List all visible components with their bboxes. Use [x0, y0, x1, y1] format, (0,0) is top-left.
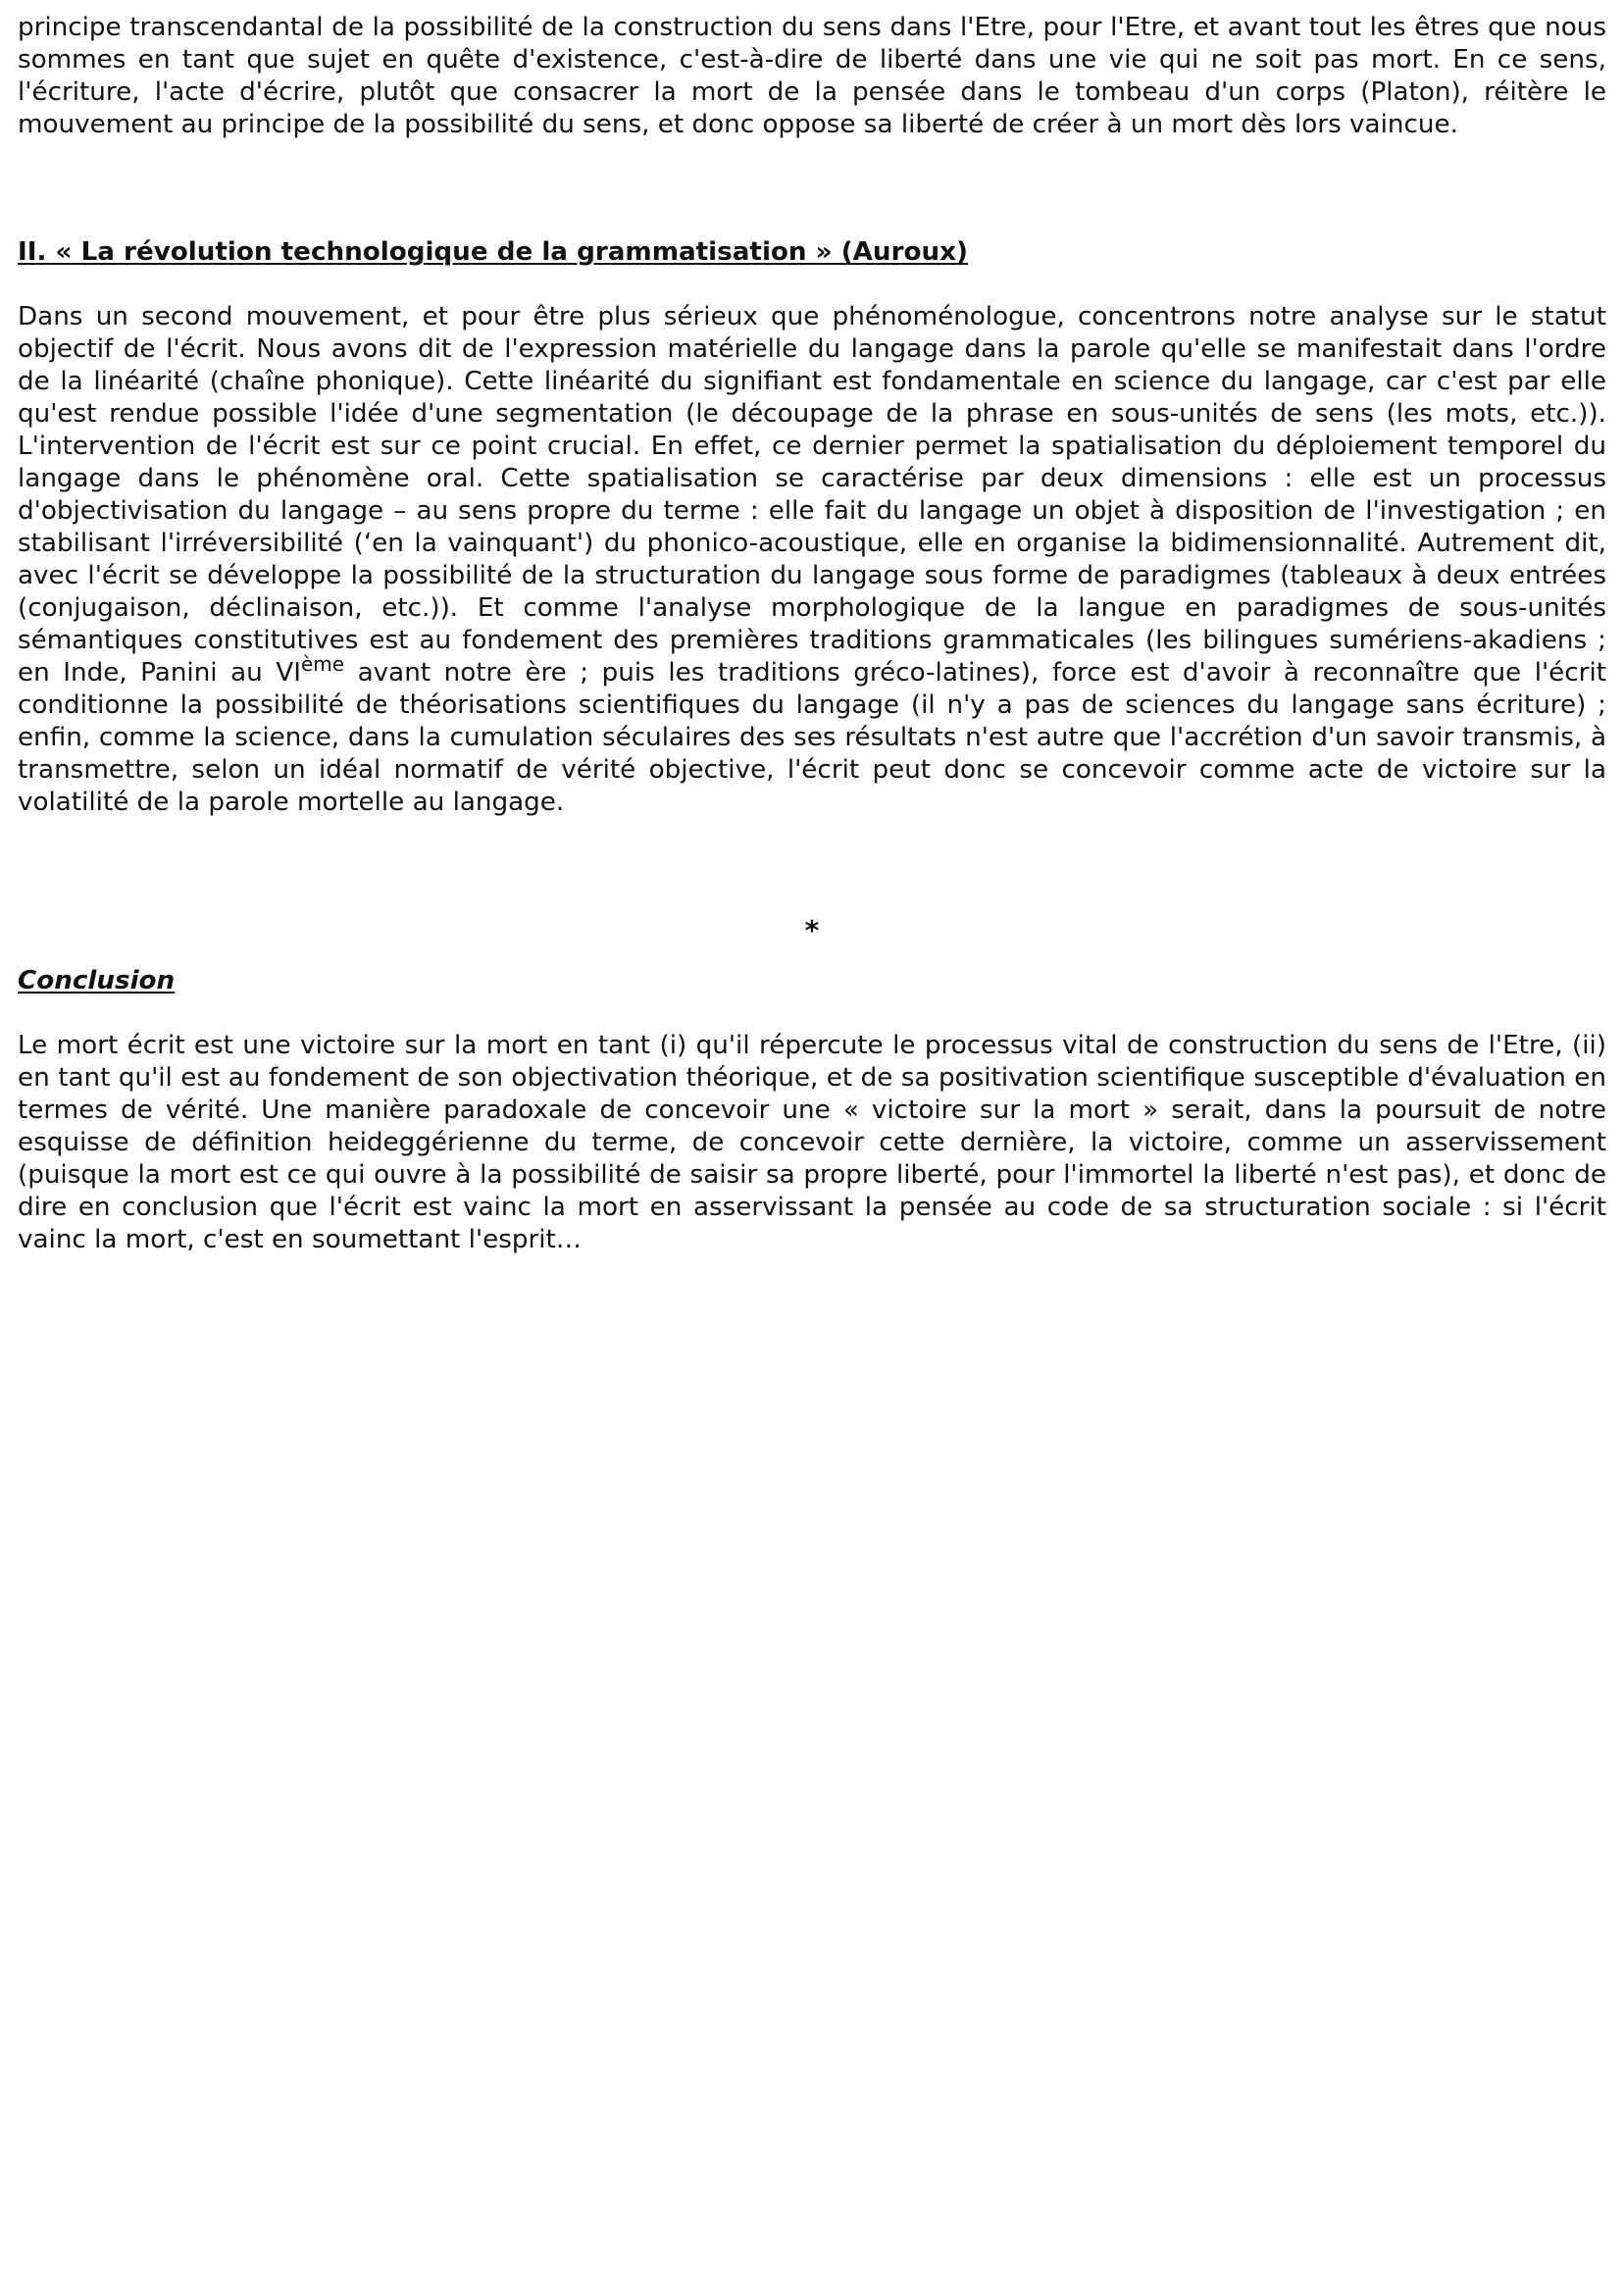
section-separator: *	[804, 914, 820, 946]
document-page	[18, 12, 1606, 1256]
superscript-ordinal: ème	[300, 652, 345, 676]
intro-paragraph: principe transcendantal de la possibilité de la construction du sens dans l'Etre, pour l'Etre, et avant tout les êtres que nous sommes en tant que sujet en quête d'existence, c'est-à-dire de liberté dans une vie qui ne soit pas mort. En ce sens, l'écriture, l'acte d'écrire, plutôt que consacrer la mort de la pensée dans le tombeau d'un corps (Platon), réitère le mouvement au principe de la possibilité du sens, et donc oppose sa liberté de créer à un mort dès lors vaincue.	[18, 13, 1606, 139]
conclusion-paragraph: Le mort écrit est une victoire sur la mort en tant (i) qu'il répercute le processus vital de construction du sens de l'Etre, (ii) en tant qu'il est au fondement de son objectivation théorique, et de sa positivation scientifique susceptible d'évaluation en termes de vérité. Une manière paradoxale de concevoir une « victoire sur la mort » serait, dans la poursuit de notre esquisse de définition heideggérienne du terme, de concevoir cette dernière, la victoire, comme un asservissement (puisque la mort est ce qui ouvre à la possibilité de saisir sa propre liberté, pour l'immortel la liberté n'est pas), et donc de dire en conclusion que l'écrit est vainc la mort en asservissant la pensée au code de sa structuration sociale : si l'écrit vainc la mort, c'est en soumettant l'esprit…	[18, 1031, 1606, 1254]
conclusion-title: Conclusion	[18, 966, 176, 995]
section-paragraph-text-1: Dans un second mouvement, et pour être plus sérieux que phénoménologue, concentrons notre analyse sur le statut objectif de l'écrit. Nous avons dit de l'expression matérielle du langage dans la parole qu'elle se manifestait dans l'ordre de la linéarité (chaîne phonique). Cette linéarité du signifiant est fondamentale en science du langage, car c'est par elle qu'est rendue possible l'idée d'une segmentation (le découpage de la phrase en sous-unités de sens (les mots, etc.)). L'intervention de l'écrit est sur ce point crucial. En effet, ce dernier permet la spatialisation du déploiement temporel du langage dans le phénomène oral. Cette spatialisation se caractérise par deux dimensions : elle est un processus d'objectivisation du langage – au sens propre du terme : elle fait du langage un objet à disposition de l'investigation ; en stabilisant l'irréversibilité (‘en la vainquant') du phonico-acoustique, elle en organise la bidimensionnalité. Autrement dit, avec l'écrit se développe la possibilité de la structuration du langage sous forme de paradigmes (tableaux à deux entrées (conjugaison, déclinaison, etc.)). Et comme l'analyse morphologique de la langue en paradigmes de sous-unités sémantiques constitutives est au fondement des premières traditions grammaticales (les bilingues sumériens-akadiens ; en Inde, Panini au VI	[18, 302, 1606, 688]
section-paragraph-text-2: avant notre ère ; puis les traditions gréco-latines), force est d'avoir à reconnaître que l'écrit conditionne la possibilité de théorisations scientifiques du langage (il n'y a pas de sciences du langage sans écriture) ; enfin, comme la science, dans la cumulation séculaires des ses résultats n'est autre que l'accrétion d'un savoir transmis, à transmettre, selon un idéal normatif de vérité objective, l'écrit peut donc se concevoir comme acte de victoire sur la volatilité de la parole mortelle au langage.	[18, 658, 1606, 817]
section-paragraph	[18, 301, 1606, 819]
section-heading: II. « La révolution technologique de la grammatisation » (Auroux)	[18, 237, 968, 267]
